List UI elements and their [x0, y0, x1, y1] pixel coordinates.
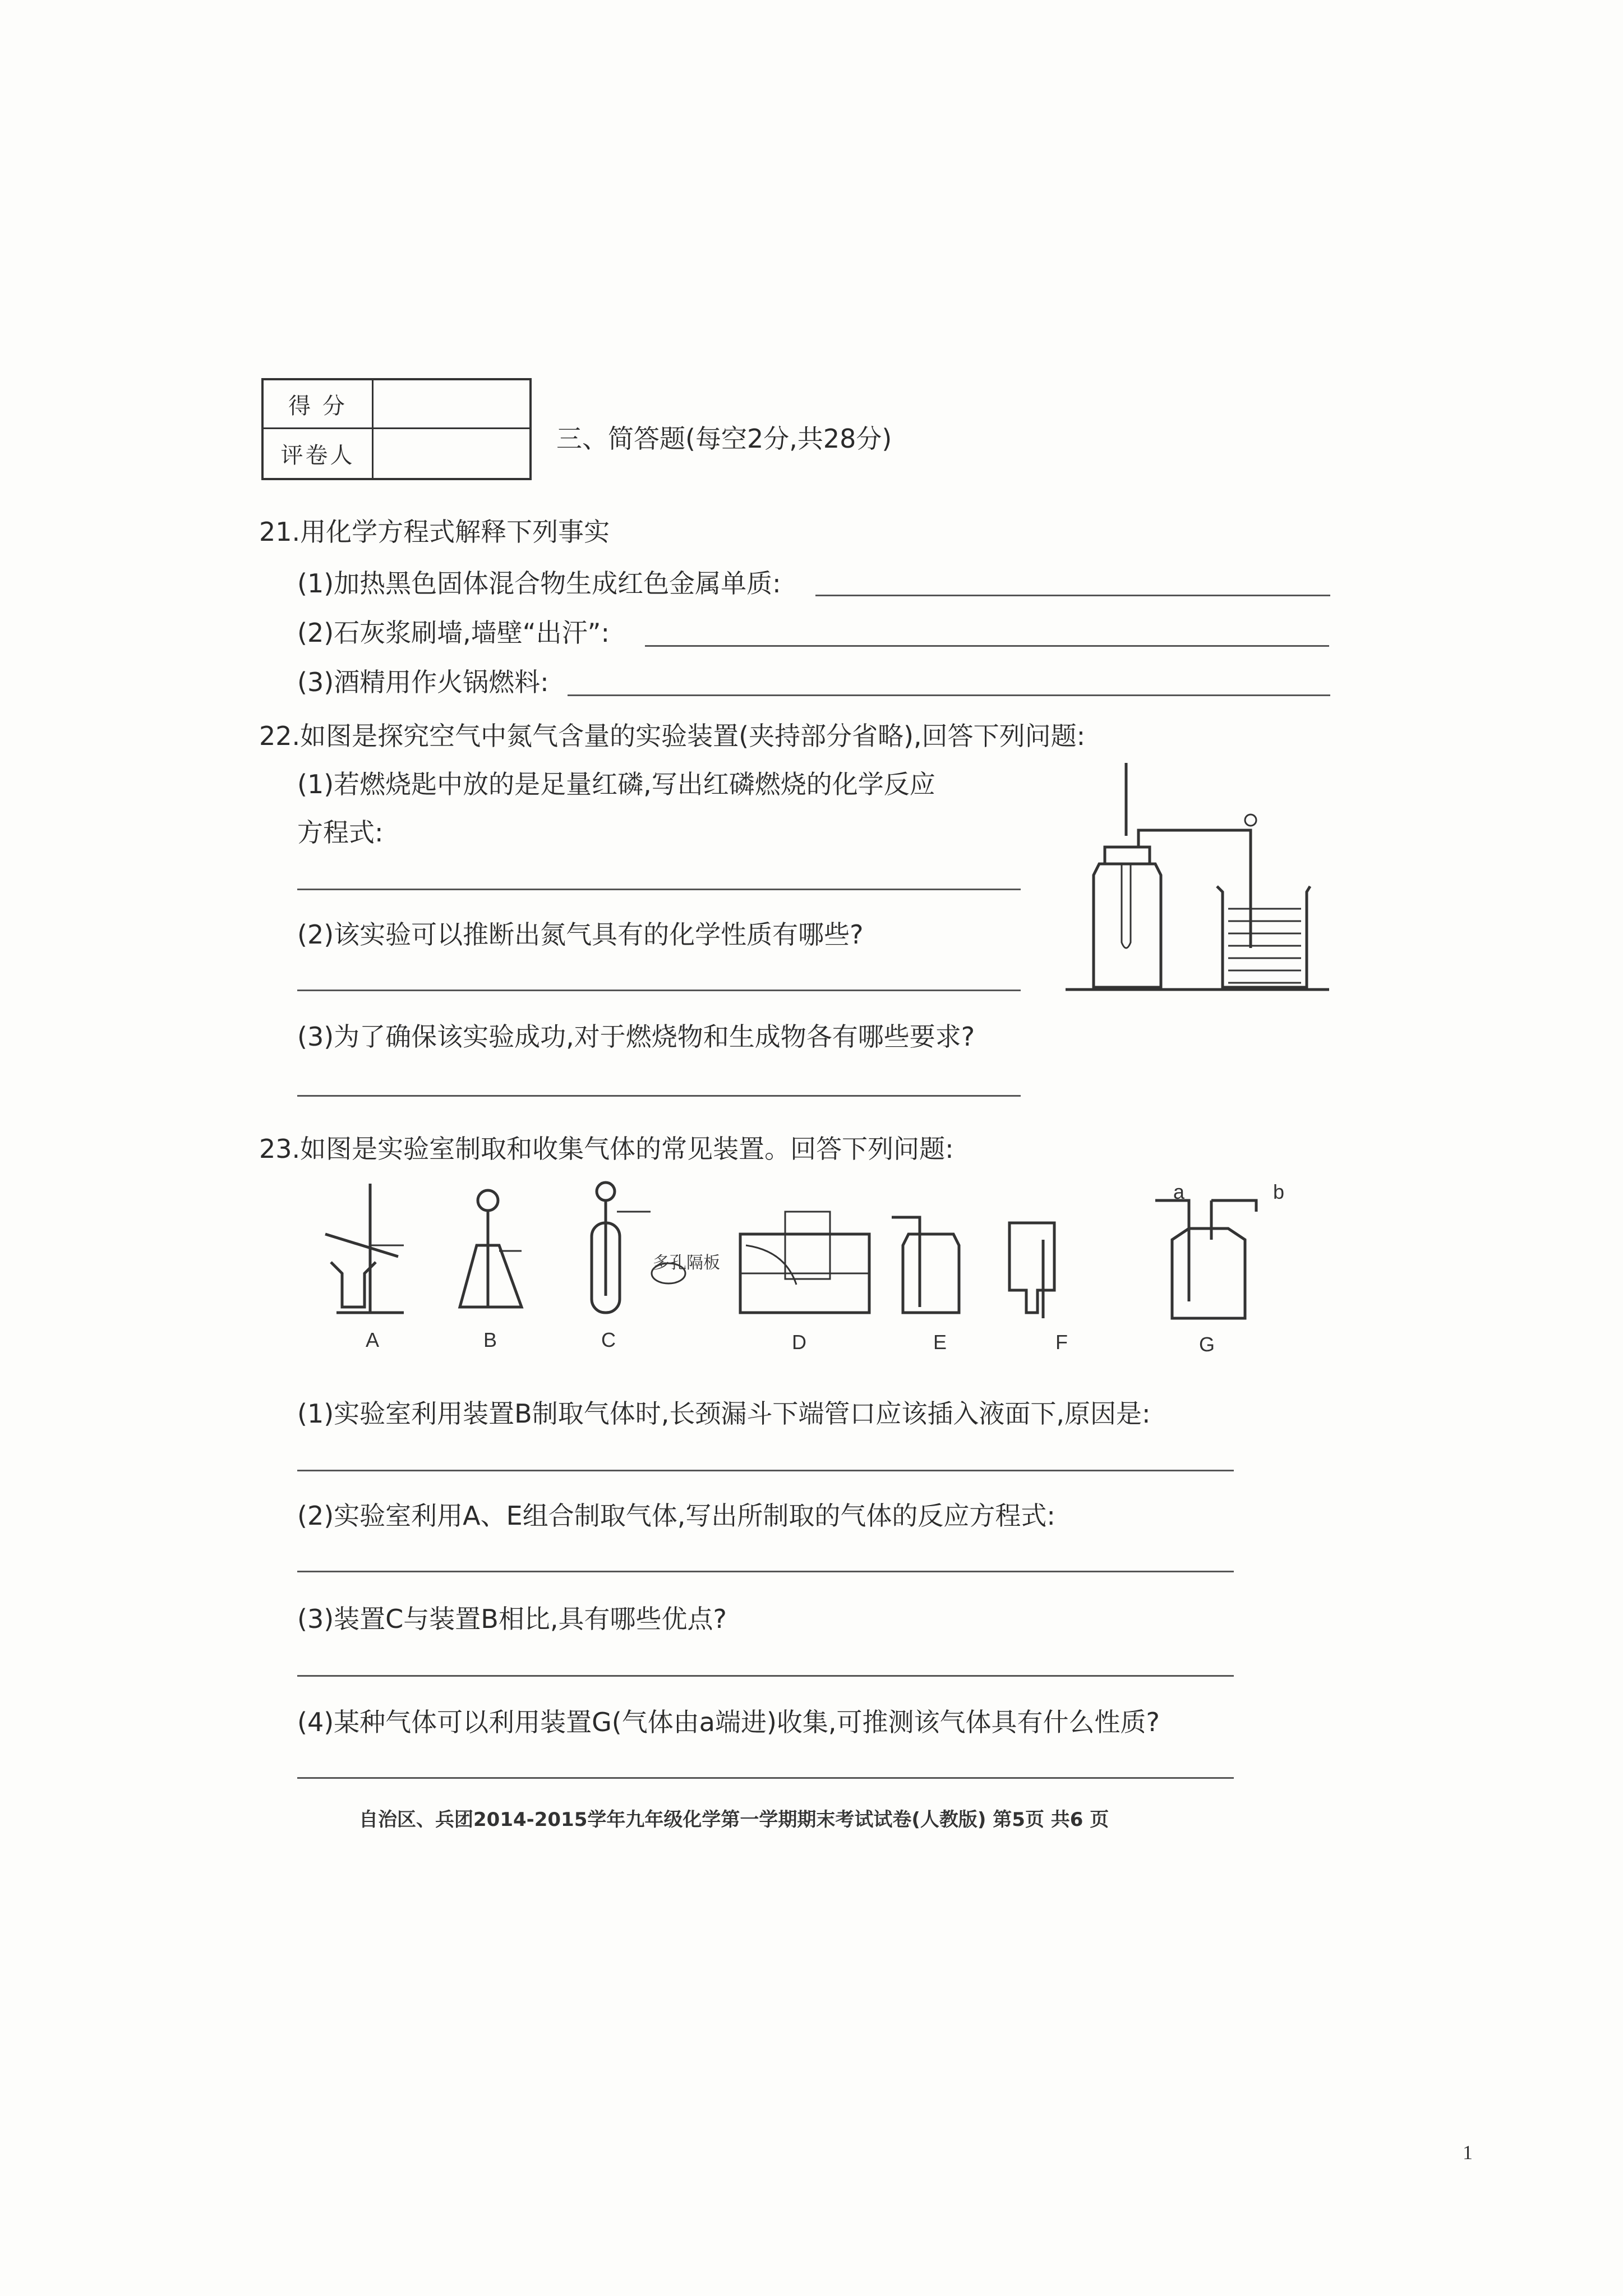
grader-label: 评卷人 — [264, 429, 374, 478]
q22-answer-line-2[interactable] — [297, 990, 1021, 991]
q23-answer-line-2[interactable] — [297, 1571, 1234, 1572]
apparatus-label-d: D — [792, 1331, 806, 1354]
c-annotation: 多孔隔板 — [653, 1254, 720, 1272]
q23-sub1: (1)实验室利用装置B制取气体时,长颈漏斗下端管口应该插入液面下,原因是: — [297, 1398, 1151, 1429]
connecting-tube-icon — [1138, 815, 1256, 948]
apparatus-b-icon — [460, 1190, 522, 1307]
q22-sub1-line2: 方程式: — [297, 817, 384, 848]
q21-item-2: (2)石灰浆刷墙,墙壁“出汗”: — [297, 618, 610, 648]
q23-answer-line-1[interactable] — [297, 1470, 1234, 1471]
beaker-icon — [1217, 886, 1310, 987]
q22-title: 22.如图是探究空气中氮气含量的实验装置(夹持部分省略),回答下列问题: — [259, 721, 1086, 751]
q22-answer-line-1[interactable] — [297, 889, 1021, 890]
q21-answer-line-1[interactable] — [815, 595, 1330, 596]
page-footer: 自治区、兵团2014-2015学年九年级化学第一学期期末考试试卷(人教版) 第5页 共6 页 — [359, 1809, 1109, 1831]
g-port-b: b — [1273, 1180, 1285, 1203]
q22-sub3: (3)为了确保该实验成功,对于燃烧物和生成物各有哪些要求? — [297, 1022, 975, 1052]
apparatus-g-icon — [1155, 1200, 1256, 1318]
section-title: 三、简答题(每空2分,共28分) — [556, 424, 892, 454]
apparatus-label-g: G — [1199, 1333, 1215, 1356]
apparatus-label-f: F — [1055, 1331, 1068, 1354]
q22-sub1-line1: (1)若燃烧匙中放的是足量红磷,写出红磷燃烧的化学反应 — [297, 769, 935, 799]
apparatus-e-icon — [892, 1217, 959, 1313]
q22-apparatus-figure — [1066, 763, 1335, 999]
q21-answer-line-3[interactable] — [568, 694, 1330, 696]
apparatus-label-a: A — [366, 1328, 380, 1351]
score-label: 得 分 — [264, 380, 374, 427]
q22-answer-line-3[interactable] — [297, 1095, 1021, 1097]
bottle-icon — [1094, 763, 1161, 987]
q23-title: 23.如图是实验室制取和收集气体的常见装置。回答下列问题: — [259, 1134, 954, 1164]
apparatus-a-icon — [325, 1184, 404, 1313]
q23-answer-line-4[interactable] — [297, 1777, 1234, 1779]
apparatus-f-icon — [1009, 1223, 1054, 1318]
apparatus-label-b: B — [483, 1328, 497, 1351]
q21-item-3: (3)酒精用作火锅燃料: — [297, 667, 549, 697]
apparatus-d-icon — [740, 1212, 869, 1313]
q21-title: 21.用化学方程式解释下列事实 — [259, 517, 610, 547]
q23-answer-line-3[interactable] — [297, 1675, 1234, 1677]
q23-sub4: (4)某种气体可以利用装置G(气体由a端进)收集,可推测该气体具有什么性质? — [297, 1707, 1160, 1737]
grader-row — [264, 429, 529, 478]
apparatus-label-e: E — [933, 1331, 947, 1354]
apparatus-label-c: C — [601, 1328, 616, 1351]
q21-answer-line-2[interactable] — [645, 645, 1329, 647]
q22-sub2: (2)该实验可以推断出氮气具有的化学性质有哪些? — [297, 919, 864, 950]
score-table — [261, 378, 532, 480]
q23-sub3: (3)装置C与装置B相比,具有哪些优点? — [297, 1604, 727, 1634]
q21-item-1: (1)加热黑色固体混合物生成红色金属单质: — [297, 568, 781, 599]
g-port-a: a — [1173, 1180, 1185, 1203]
page-number: 1 — [1463, 2141, 1473, 2164]
q23-apparatus-figure — [314, 1178, 1324, 1346]
apparatus-c-icon — [592, 1182, 685, 1313]
q23-sub2: (2)实验室利用A、E组合制取气体,写出所制取的气体的反应方程式: — [297, 1501, 1055, 1531]
score-row — [264, 380, 529, 429]
